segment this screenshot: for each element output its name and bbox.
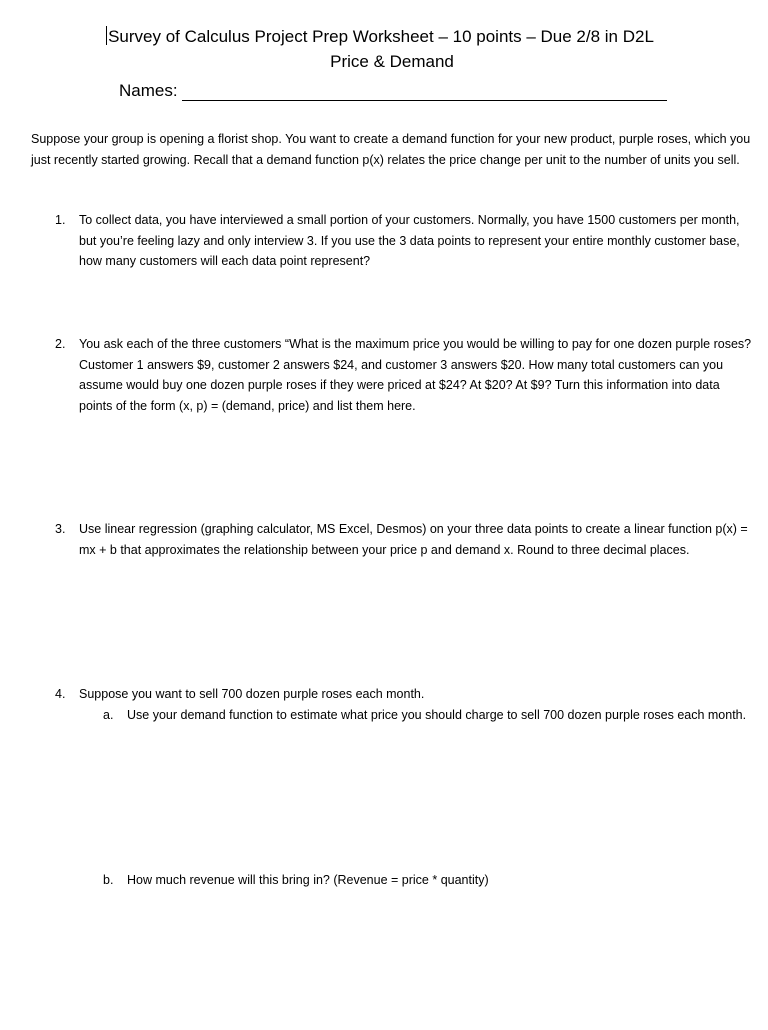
worksheet-title: Survey of Calculus Project Prep Worksheet – 10 points – Due 2/8 in D2L (108, 27, 654, 46)
text-cursor (106, 26, 107, 45)
question-text: Suppose you want to sell 700 dozen purple roses each month. (79, 687, 425, 701)
question-number: 2. (55, 337, 66, 351)
question-number: 1. (55, 213, 66, 227)
subpart-letter: b. (103, 873, 114, 887)
question-1 (55, 210, 755, 272)
question-2 (55, 334, 755, 416)
subpart-text: How much revenue will this bring in? (Revenue = price * quantity) (127, 873, 489, 887)
names-label: Names: (119, 81, 178, 100)
question-3 (55, 519, 755, 560)
question-number: 3. (55, 522, 66, 536)
question-4a (103, 705, 755, 726)
subpart-letter: a. (103, 708, 114, 722)
names-row (119, 79, 667, 101)
worksheet-subtitle: Price & Demand (330, 52, 454, 71)
intro-paragraph: Suppose your group is opening a florist shop. You want to create a demand function for your new product, purple roses, which you just recently started growing. Recall that a demand function p(x) relates the price change per unit to the number of units you sell. (31, 132, 751, 167)
question-text: Use linear regression (graphing calculator, MS Excel, Desmos) on your three data points to create a linear function p(x) = mx + b that approximates the relationship between your price p and demand x. Round to three decimal places. (79, 522, 748, 557)
worksheet-title-line (0, 26, 764, 47)
question-number: 4. (55, 687, 66, 701)
subpart-text: Use your demand function to estimate what price you should charge to sell 700 dozen purple roses each month. (127, 708, 747, 722)
question-text: You ask each of the three customers “What is the maximum price you would be willing to pay for one dozen purple roses? Customer 1 answers $9, customer 2 answers $24, and customer 3 answers $20. How many total customers can you assume would buy one dozen purple roses if they were priced at $24? At $20? At $9? Turn this information into data points of the form (x, p) = (demand, price) and list them here. (79, 337, 752, 413)
question-4b (103, 870, 755, 891)
question-4 (55, 684, 755, 705)
names-blank-line[interactable] (182, 84, 667, 101)
question-text: To collect data, you have interviewed a small portion of your customers. Normally, you have 1500 customers per month, but you’re feeling lazy and only interview 3. If you use the 3 data points to represent your entire monthly customer base, how many customers will each data point represent? (79, 213, 740, 268)
